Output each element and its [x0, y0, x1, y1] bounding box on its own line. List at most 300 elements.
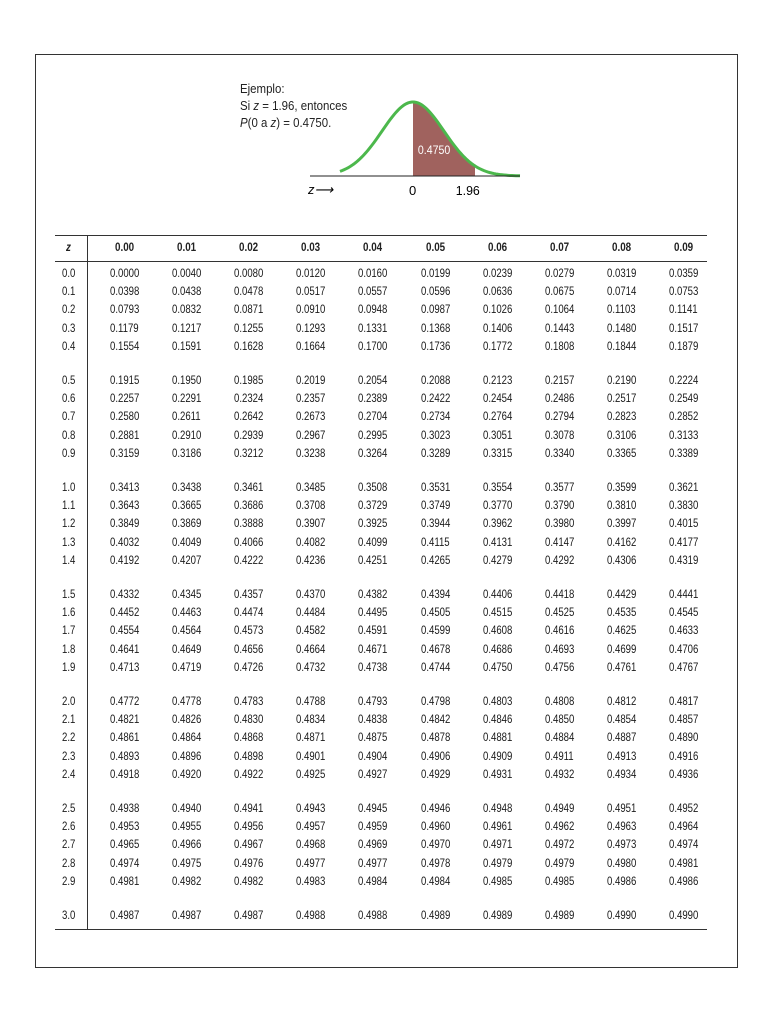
table-cell: 0.4868 [234, 730, 264, 745]
table-cell: 0.4370 [296, 587, 326, 601]
table-cell: 0.3554 [483, 480, 513, 494]
table-cell: 0.3830 [669, 498, 699, 513]
table-bottom-rule [55, 929, 707, 930]
table-cell: 0.3869 [172, 516, 202, 531]
table-cell: 0.4803 [483, 694, 513, 708]
table-cell: 0.3643 [110, 498, 140, 513]
table-cell: 0.4798 [421, 694, 451, 708]
table-cell: 0.4959 [358, 819, 388, 834]
table-cell: 0.3888 [234, 516, 264, 531]
table-cell: 0.3051 [483, 427, 513, 442]
tick-z-label: 1.96 [455, 183, 480, 199]
table-cell: 0.4875 [358, 730, 388, 745]
header-col: 0.06 [488, 240, 508, 254]
table-cell: 0.0160 [358, 266, 388, 280]
table-cell: 0.4495 [358, 605, 388, 620]
row-z-value: 2.5 [62, 801, 76, 815]
table-cell: 0.3289 [421, 445, 451, 460]
table-cell: 0.4345 [172, 587, 202, 601]
row-z-value: 0.7 [62, 409, 76, 424]
row-z-value: 0.3 [62, 320, 76, 335]
table-cell: 0.0596 [421, 284, 451, 299]
table-cell: 0.4960 [421, 819, 451, 834]
table-cell: 0.4977 [358, 855, 388, 870]
table-cell: 0.1736 [421, 338, 451, 353]
table-cell: 0.4535 [607, 605, 637, 620]
header-bottom-rule [55, 261, 707, 262]
table-cell: 0.0557 [358, 284, 388, 299]
table-cell: 0.4744 [421, 659, 451, 674]
table-cell: 0.4945 [358, 801, 388, 815]
table-cell: 0.0517 [296, 284, 326, 299]
table-cell: 0.1368 [421, 320, 451, 335]
table-cell: 0.1879 [669, 338, 699, 353]
row-z-value: 2.2 [62, 730, 76, 745]
row-z-value: 1.8 [62, 641, 76, 656]
table-cell: 0.4641 [110, 641, 140, 656]
table-cell: 0.4990 [607, 908, 637, 922]
table-cell: 0.4429 [607, 587, 637, 601]
table-cell: 0.4893 [110, 748, 140, 763]
table-cell: 0.4881 [483, 730, 513, 745]
row-z-value: 0.5 [62, 373, 76, 387]
table-cell: 0.4484 [296, 605, 326, 620]
table-cell: 0.4890 [669, 730, 699, 745]
table-cell: 0.0636 [483, 284, 513, 299]
table-cell: 0.4788 [296, 694, 326, 708]
table-cell: 0.0040 [172, 266, 202, 280]
table-cell: 0.4441 [669, 587, 699, 601]
table-cell: 0.2422 [421, 391, 451, 406]
table-cell: 0.0279 [545, 266, 575, 280]
table-cell: 0.4177 [669, 534, 699, 549]
table-cell: 0.4985 [483, 873, 513, 888]
table-cell: 0.0871 [234, 302, 264, 317]
table-cell: 0.4406 [483, 587, 513, 601]
table-cell: 0.0080 [234, 266, 264, 280]
table-cell: 0.4162 [607, 534, 637, 549]
table-cell: 0.4968 [296, 837, 326, 852]
table-cell: 0.3849 [110, 516, 140, 531]
table-cell: 0.4970 [421, 837, 451, 852]
table-cell: 0.4982 [234, 873, 264, 888]
header-col: 0.08 [612, 240, 632, 254]
table-cell: 0.4656 [234, 641, 264, 656]
table-cell: 0.4826 [172, 712, 202, 727]
table-cell: 0.3810 [607, 498, 637, 513]
row-z-value: 1.3 [62, 534, 76, 549]
table-cell: 0.4382 [358, 587, 388, 601]
table-cell: 0.4545 [669, 605, 699, 620]
table-cell: 0.4772 [110, 694, 140, 708]
table-cell: 0.4147 [545, 534, 575, 549]
table-cell: 0.4854 [607, 712, 637, 727]
table-cell: 0.4940 [172, 801, 202, 815]
table-cell: 0.3340 [545, 445, 575, 460]
table-cell: 0.4962 [545, 819, 575, 834]
table-cell: 0.3389 [669, 445, 699, 460]
table-cell: 0.2704 [358, 409, 388, 424]
table-cell: 0.4963 [607, 819, 637, 834]
table-cell: 0.4582 [296, 623, 326, 638]
table-cell: 0.1915 [110, 373, 140, 387]
example-condition: Si z = 1.96, entonces [240, 98, 348, 113]
table-cell: 0.3997 [607, 516, 637, 531]
table-cell: 0.3106 [607, 427, 637, 442]
table-cell: 0.1517 [669, 320, 699, 335]
table-cell: 0.4988 [358, 908, 388, 922]
row-z-value: 0.9 [62, 445, 76, 460]
table-cell: 0.4964 [669, 819, 699, 834]
table-cell: 0.0948 [358, 302, 388, 317]
table-cell: 0.1064 [545, 302, 575, 317]
table-cell: 0.0239 [483, 266, 513, 280]
table-cell: 0.4932 [545, 766, 575, 781]
table-cell: 0.4896 [172, 748, 202, 763]
table-cell: 0.4808 [545, 694, 575, 708]
table-cell: 0.4236 [296, 552, 326, 567]
table-cell: 0.4750 [483, 659, 513, 674]
table-cell: 0.2190 [607, 373, 637, 387]
header-col: 0.03 [301, 240, 321, 254]
table-cell: 0.4693 [545, 641, 575, 656]
table-cell: 0.1664 [296, 338, 326, 353]
table-cell: 0.4987 [172, 908, 202, 922]
table-cell: 0.1950 [172, 373, 202, 387]
table-cell: 0.4131 [483, 534, 513, 549]
row-z-value: 1.4 [62, 552, 76, 567]
table-cell: 0.3665 [172, 498, 202, 513]
table-cell: 0.3621 [669, 480, 699, 494]
table-cell: 0.4978 [421, 855, 451, 870]
table-cell: 0.4974 [669, 837, 699, 852]
table-cell: 0.2881 [110, 427, 140, 442]
table-cell: 0.4015 [669, 516, 699, 531]
table-cell: 0.4977 [296, 855, 326, 870]
table-cell: 0.4699 [607, 641, 637, 656]
table-cell: 0.4987 [234, 908, 264, 922]
table-cell: 0.4082 [296, 534, 326, 549]
table-cell: 0.4719 [172, 659, 202, 674]
table-cell: 0.4265 [421, 552, 451, 567]
table-cell: 0.4957 [296, 819, 326, 834]
table-cell: 0.2823 [607, 409, 637, 424]
table-cell: 0.2291 [172, 391, 202, 406]
table-cell: 0.4686 [483, 641, 513, 656]
table-cell: 0.4793 [358, 694, 388, 708]
table-cell: 0.4911 [545, 748, 574, 763]
table-cell: 0.3238 [296, 445, 326, 460]
table-cell: 0.1103 [607, 302, 636, 317]
table-cell: 0.4871 [296, 730, 326, 745]
table-cell: 0.4099 [358, 534, 388, 549]
table-cell: 0.4573 [234, 623, 264, 638]
table-cell: 0.1406 [483, 320, 513, 335]
table-cell: 0.4812 [607, 694, 637, 708]
table-cell: 0.4251 [358, 552, 388, 567]
table-cell: 0.4554 [110, 623, 140, 638]
table-cell: 0.4049 [172, 534, 202, 549]
row-z-value: 0.6 [62, 391, 76, 406]
table-cell: 0.1331 [358, 320, 388, 335]
table-cell: 0.4965 [110, 837, 140, 852]
table-cell: 0.4987 [110, 908, 140, 922]
table-cell: 0.4525 [545, 605, 575, 620]
table-cell: 0.4969 [358, 837, 388, 852]
table-cell: 0.4292 [545, 552, 575, 567]
table-cell: 0.4966 [172, 837, 202, 852]
table-cell: 0.3577 [545, 480, 575, 494]
table-cell: 0.1844 [607, 338, 637, 353]
table-cell: 0.4946 [421, 801, 451, 815]
table-cell: 0.4505 [421, 605, 451, 620]
shaded-area [413, 102, 475, 176]
table-cell: 0.3133 [669, 427, 699, 442]
table-cell: 0.4920 [172, 766, 202, 781]
table-cell: 0.4972 [545, 837, 575, 852]
table-cell: 0.3944 [421, 516, 451, 531]
table-cell: 0.2910 [172, 427, 202, 442]
table-cell: 0.4783 [234, 694, 264, 708]
table-cell: 0.4032 [110, 534, 140, 549]
table-cell: 0.1141 [669, 302, 698, 317]
table-cell: 0.4983 [296, 873, 326, 888]
row-z-value: 0.0 [62, 266, 76, 280]
table-cell: 0.4984 [358, 873, 388, 888]
table-cell: 0.4474 [234, 605, 264, 620]
table-cell: 0.4916 [669, 748, 699, 763]
header-col: 0.01 [177, 240, 197, 254]
table-cell: 0.2224 [669, 373, 699, 387]
table-cell: 0.4842 [421, 712, 451, 727]
table-cell: 0.0714 [607, 284, 637, 299]
table-cell: 0.2673 [296, 409, 326, 424]
row-z-value: 3.0 [62, 908, 76, 922]
table-cell: 0.4948 [483, 801, 513, 815]
table-cell: 0.0793 [110, 302, 140, 317]
row-z-value: 1.1 [62, 498, 76, 513]
table-cell: 0.1255 [234, 320, 264, 335]
table-cell: 0.4357 [234, 587, 264, 601]
table-cell: 0.0438 [172, 284, 202, 299]
row-z-value: 2.0 [62, 694, 76, 708]
table-cell: 0.4951 [607, 801, 637, 815]
table-cell: 0.4884 [545, 730, 575, 745]
table-cell: 0.3485 [296, 480, 326, 494]
table-cell: 0.3749 [421, 498, 451, 513]
table-cell: 0.3925 [358, 516, 388, 531]
table-cell: 0.4515 [483, 605, 513, 620]
table-cell: 0.3729 [358, 498, 388, 513]
table-cell: 0.3531 [421, 480, 451, 494]
example-title: Ejemplo: [240, 81, 285, 96]
table-cell: 0.3980 [545, 516, 575, 531]
table-cell: 0.4207 [172, 552, 202, 567]
table-cell: 0.2642 [234, 409, 264, 424]
header-col: 0.04 [363, 240, 383, 254]
table-cell: 0.3159 [110, 445, 140, 460]
table-cell: 0.4821 [110, 712, 140, 727]
table-cell: 0.4936 [669, 766, 699, 781]
table-cell: 0.4941 [234, 801, 264, 815]
table-cell: 0.4975 [172, 855, 202, 870]
table-cell: 0.4976 [234, 855, 264, 870]
table-cell: 0.1293 [296, 320, 326, 335]
table-cell: 0.4649 [172, 641, 202, 656]
table-cell: 0.4732 [296, 659, 326, 674]
table-cell: 0.2054 [358, 373, 388, 387]
table-cell: 0.4984 [421, 873, 451, 888]
table-cell: 0.4738 [358, 659, 388, 674]
table-cell: 0.2939 [234, 427, 264, 442]
table-cell: 0.4909 [483, 748, 513, 763]
table-cell: 0.3212 [234, 445, 264, 460]
header-col: 0.00 [115, 240, 135, 254]
row-z-value: 1.7 [62, 623, 76, 638]
table-cell: 0.2580 [110, 409, 140, 424]
table-cell: 0.3264 [358, 445, 388, 460]
table-cell: 0.4850 [545, 712, 575, 727]
z-column-rule [87, 236, 88, 929]
normal-curve-figure [300, 90, 530, 200]
table-cell: 0.3413 [110, 480, 140, 494]
table-cell: 0.4726 [234, 659, 264, 674]
table-cell: 0.4901 [296, 748, 326, 763]
table-cell: 0.4898 [234, 748, 264, 763]
table-cell: 0.4943 [296, 801, 326, 815]
table-cell: 0.4961 [483, 819, 513, 834]
row-z-value: 0.2 [62, 302, 76, 317]
table-cell: 0.3078 [545, 427, 575, 442]
table-cell: 0.4279 [483, 552, 513, 567]
table-cell: 0.4934 [607, 766, 637, 781]
header-col: 0.05 [426, 240, 446, 254]
table-cell: 0.0910 [296, 302, 326, 317]
table-cell: 0.4664 [296, 641, 326, 656]
table-cell: 0.4591 [358, 623, 388, 638]
table-cell: 0.2734 [421, 409, 451, 424]
table-cell: 0.4955 [172, 819, 202, 834]
table-cell: 0.4830 [234, 712, 264, 727]
row-z-value: 1.9 [62, 659, 76, 674]
table-cell: 0.2324 [234, 391, 264, 406]
table-cell: 0.0199 [421, 266, 451, 280]
table-cell: 0.4778 [172, 694, 202, 708]
row-z-value: 1.6 [62, 605, 76, 620]
table-cell: 0.1772 [483, 338, 513, 353]
table-cell: 0.1700 [358, 338, 388, 353]
table-cell: 0.2764 [483, 409, 513, 424]
table-cell: 0.3186 [172, 445, 202, 460]
table-cell: 0.3962 [483, 516, 513, 531]
header-col: 0.07 [550, 240, 570, 254]
row-z-value: 2.4 [62, 766, 76, 781]
table-cell: 0.4971 [483, 837, 513, 852]
table-cell: 0.4989 [483, 908, 513, 922]
row-z-value: 2.9 [62, 873, 76, 888]
table-cell: 0.4989 [545, 908, 575, 922]
row-z-value: 2.7 [62, 837, 76, 852]
table-cell: 0.4981 [669, 855, 699, 870]
row-z-value: 1.2 [62, 516, 76, 531]
table-cell: 0.0987 [421, 302, 451, 317]
table-cell: 0.4861 [110, 730, 140, 745]
table-cell: 0.0319 [607, 266, 637, 280]
table-cell: 0.4846 [483, 712, 513, 727]
table-cell: 0.4988 [296, 908, 326, 922]
header-col: 0.02 [239, 240, 259, 254]
table-cell: 0.4981 [110, 873, 140, 888]
example-result: P(0 a z) = 0.4750. [240, 115, 332, 130]
table-cell: 0.1985 [234, 373, 264, 387]
table-cell: 0.2517 [607, 391, 637, 406]
row-z-value: 1.5 [62, 587, 76, 601]
table-cell: 0.4817 [669, 694, 699, 708]
table-cell: 0.1808 [545, 338, 575, 353]
table-cell: 0.4306 [607, 552, 637, 567]
table-cell: 0.2794 [545, 409, 575, 424]
table-cell: 0.0000 [110, 266, 140, 280]
table-cell: 0.2123 [483, 373, 513, 387]
tick-zero-label: 0 [409, 183, 417, 198]
table-cell: 0.3438 [172, 480, 202, 494]
table-cell: 0.0359 [669, 266, 699, 280]
table-cell: 0.2611 [172, 409, 201, 424]
row-z-value: 0.8 [62, 427, 76, 442]
table-cell: 0.2852 [669, 409, 699, 424]
table-cell: 0.4463 [172, 605, 202, 620]
table-cell: 0.4979 [483, 855, 513, 870]
z-axis-label: z⟶ [308, 182, 334, 197]
table-cell: 0.2486 [545, 391, 575, 406]
table-cell: 0.3790 [545, 498, 575, 513]
table-cell: 0.4319 [669, 552, 699, 567]
row-z-value: 2.6 [62, 819, 76, 834]
table-cell: 0.4608 [483, 623, 513, 638]
table-cell: 0.1554 [110, 338, 140, 353]
table-cell: 0.2088 [421, 373, 451, 387]
table-cell: 0.4706 [669, 641, 699, 656]
table-cell: 0.4986 [607, 873, 637, 888]
table-cell: 0.4989 [421, 908, 451, 922]
table-cell: 0.3686 [234, 498, 264, 513]
table-cell: 0.3365 [607, 445, 637, 460]
row-z-value: 2.8 [62, 855, 76, 870]
table-cell: 0.1443 [545, 320, 575, 335]
table-cell: 0.2967 [296, 427, 326, 442]
table-cell: 0.4979 [545, 855, 575, 870]
table-cell: 0.4956 [234, 819, 264, 834]
table-cell: 0.4974 [110, 855, 140, 870]
table-cell: 0.3315 [483, 445, 513, 460]
table-cell: 0.1591 [172, 338, 202, 353]
table-cell: 0.4452 [110, 605, 140, 620]
header-z: z [66, 240, 71, 254]
table-cell: 0.4887 [607, 730, 637, 745]
table-cell: 0.0832 [172, 302, 202, 317]
table-cell: 0.4952 [669, 801, 699, 815]
table-cell: 0.4332 [110, 587, 140, 601]
table-cell: 0.1217 [172, 320, 202, 335]
table-cell: 0.4713 [110, 659, 140, 674]
row-z-value: 2.3 [62, 748, 76, 763]
table-cell: 0.3770 [483, 498, 513, 513]
table-cell: 0.4625 [607, 623, 637, 638]
table-cell: 0.1480 [607, 320, 637, 335]
row-z-value: 2.1 [62, 712, 76, 727]
table-cell: 0.4192 [110, 552, 140, 567]
table-cell: 0.4671 [358, 641, 388, 656]
